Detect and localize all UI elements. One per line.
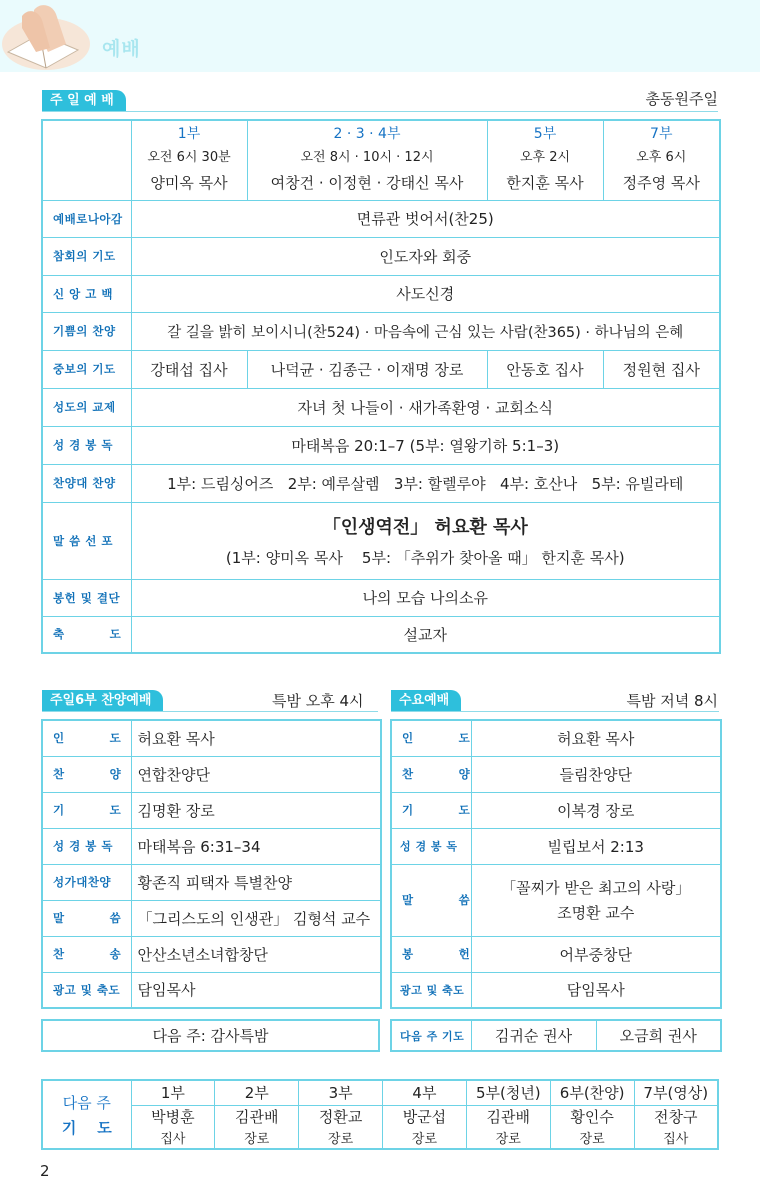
- service-leader: 양미옥 목사: [131, 166, 247, 200]
- row-value: 허요환 목사: [131, 720, 381, 756]
- row-value: 안산소년소녀합창단: [131, 936, 381, 972]
- sermon-title: 「인생역전」 허요환 목사: [322, 517, 528, 538]
- person-title: 장로: [383, 1127, 467, 1149]
- divider: [391, 711, 719, 712]
- row-label: 예배로나아감: [42, 200, 131, 237]
- row-label: 참회의 기도: [42, 237, 131, 275]
- row-label: 봉 헌: [391, 936, 471, 972]
- row-value: 갈 길을 밝히 보이시니(찬524) · 마음속에 근심 있는 사람(찬365) · 하나님의 은혜: [131, 312, 720, 350]
- row-value: 마태복음 20:1–7 (5부: 열왕기하 5:1–3): [131, 426, 720, 464]
- row-value: 마태복음 6:31–34: [131, 828, 381, 864]
- row-value: 연합찬양단: [131, 756, 381, 792]
- blank-cell: [42, 120, 131, 200]
- row-value: 들림찬양단: [471, 756, 721, 792]
- praise6-tab: 주일6부 찬양예배: [42, 690, 163, 712]
- next-week-label-cell: [42, 1080, 131, 1149]
- person-title: 집사: [131, 1127, 215, 1149]
- row-label: 말 씀: [42, 900, 131, 936]
- intercession-value: 강태섭 집사: [131, 350, 247, 388]
- row-value: 담임목사: [471, 972, 721, 1008]
- row-label: 성 경 봉 독: [391, 828, 471, 864]
- person-name: 방군섭: [383, 1105, 467, 1127]
- prayer-name: 김귀순 권사: [471, 1020, 596, 1051]
- service-name: 1부: [131, 1080, 215, 1105]
- prayer-name: 오금희 권사: [596, 1020, 721, 1051]
- service-name: 2부: [215, 1080, 299, 1105]
- divider: [42, 711, 378, 712]
- intercession-value: 안동호 집사: [487, 350, 603, 388]
- sermon-cell: [131, 502, 720, 579]
- sunday-service-table: [41, 119, 721, 654]
- row-value: 나의 모습 나의소유: [131, 579, 720, 616]
- person-name: 정환교: [299, 1105, 383, 1127]
- row-label: 찬 송: [42, 936, 131, 972]
- row-value: 인도자와 회중: [131, 237, 720, 275]
- sermon-speaker: 조명환 교수: [557, 904, 635, 922]
- row-label: 인 도: [391, 720, 471, 756]
- row-label: 축 도: [42, 616, 131, 653]
- row-label: 신 앙 고 백: [42, 275, 131, 312]
- service-name: 7부: [603, 120, 720, 144]
- row-value: 설교자: [131, 616, 720, 653]
- row-label: 말 씀: [391, 864, 471, 936]
- row-value: 면류관 벗어서(찬25): [131, 200, 720, 237]
- service-name: 5부: [487, 120, 603, 144]
- next-week-label-prayer: 기 도: [61, 1118, 112, 1137]
- wednesday-right-label: 특밤 저녁 8시: [626, 692, 718, 710]
- person-title: 집사: [634, 1127, 718, 1149]
- service-time: 오후 6시: [603, 144, 720, 166]
- page-header: [0, 0, 760, 72]
- service-name: 7부(영상): [634, 1080, 718, 1105]
- row-value: 자녀 첫 나들이 · 새가족환영 · 교회소식: [131, 388, 720, 426]
- sunday-service-tab: 주 일 예 배: [42, 90, 126, 112]
- service-name: 3부: [299, 1080, 383, 1105]
- row-label: 말 씀 선 포: [42, 502, 131, 579]
- page-number: 2: [40, 1162, 50, 1180]
- wednesday-table: [390, 719, 722, 1009]
- row-label: 성가대찬양: [42, 864, 131, 900]
- wednesday-next-prayer: [390, 1019, 722, 1052]
- praying-hands-bible-icon: [0, 0, 96, 72]
- service-leader: 한지훈 목사: [487, 166, 603, 200]
- praise6-next: 다음 주: 감사특밤: [42, 1020, 379, 1051]
- service-time: 오전 6시 30분: [131, 144, 247, 166]
- person-name: 황인수: [550, 1105, 634, 1127]
- person-name: 김관배: [215, 1105, 299, 1127]
- next-week-label: 다음 주: [62, 1093, 111, 1112]
- row-value: 어부중창단: [471, 936, 721, 972]
- praise6-right-label: 특밤 오후 4시: [272, 692, 364, 710]
- row-value: 「그리스도의 인생관」 김형석 교수: [131, 900, 381, 936]
- row-value: 이복경 장로: [471, 792, 721, 828]
- praise6-table: [41, 719, 382, 1009]
- service-time: 오전 8시 · 10시 · 12시: [247, 144, 487, 166]
- row-label: 성 경 봉 독: [42, 828, 131, 864]
- row-label: 찬양대 찬양: [42, 464, 131, 502]
- service-name: 6부(찬양): [550, 1080, 634, 1105]
- sermon-sub: (1부: 양미옥 목사 5부: 「추위가 찾아올 때」 한지훈 목사): [225, 549, 625, 567]
- row-label: 기 도: [42, 792, 131, 828]
- service-leader: 정주영 목사: [603, 166, 720, 200]
- person-title: 장로: [466, 1127, 550, 1149]
- service-name: 2 · 3 · 4부: [247, 120, 487, 144]
- row-label: 찬 양: [391, 756, 471, 792]
- row-label: 광고 및 축도: [42, 972, 131, 1008]
- row-label: 성 경 봉 독: [42, 426, 131, 464]
- intercession-value: 정원현 집사: [603, 350, 720, 388]
- row-value: 김명환 장로: [131, 792, 381, 828]
- row-label: 기쁨의 찬양: [42, 312, 131, 350]
- row-label: 성도의 교제: [42, 388, 131, 426]
- row-label: 찬 양: [42, 756, 131, 792]
- person-name: 김관배: [466, 1105, 550, 1127]
- praise6-next-box: [41, 1019, 380, 1052]
- row-value: 사도신경: [131, 275, 720, 312]
- person-title: 장로: [215, 1127, 299, 1149]
- row-value: 황존직 피택자 특별찬양: [131, 864, 381, 900]
- row-value: 허요환 목사: [471, 720, 721, 756]
- sermon-cell: [471, 864, 721, 936]
- divider: [42, 111, 718, 112]
- row-value: 1부: 드림싱어즈 2부: 예루살렘 3부: 할렐루야 4부: 호산나 5부: 유빌라테: [131, 464, 720, 502]
- row-label: 다음 주 기도: [391, 1020, 471, 1051]
- next-week-prayer-table: [41, 1079, 719, 1150]
- row-value: 담임목사: [131, 972, 381, 1008]
- sermon-title: 「꼴찌가 받은 최고의 사랑」: [501, 879, 691, 897]
- service-name: 4부: [383, 1080, 467, 1105]
- row-label: 광고 및 축도: [391, 972, 471, 1008]
- person-title: 장로: [299, 1127, 383, 1149]
- row-label: 인 도: [42, 720, 131, 756]
- row-label: 기 도: [391, 792, 471, 828]
- intercession-value: 나덕균 · 김종근 · 이재명 장로: [247, 350, 487, 388]
- person-title: 장로: [550, 1127, 634, 1149]
- sunday-right-label: 총동원주일: [645, 90, 718, 108]
- service-leader: 여창건 · 이정현 · 강태신 목사: [247, 166, 487, 200]
- person-name: 전창구: [634, 1105, 718, 1127]
- service-time: 오후 2시: [487, 144, 603, 166]
- person-name: 박병훈: [131, 1105, 215, 1127]
- row-label: 중보의 기도: [42, 350, 131, 388]
- row-value: 빌립보서 2:13: [471, 828, 721, 864]
- wednesday-tab: 수요예배: [391, 690, 461, 712]
- service-name: 5부(청년): [466, 1080, 550, 1105]
- service-name: 1부: [131, 120, 247, 144]
- page-title: 예배: [102, 38, 141, 60]
- row-label: 봉헌 및 결단: [42, 579, 131, 616]
